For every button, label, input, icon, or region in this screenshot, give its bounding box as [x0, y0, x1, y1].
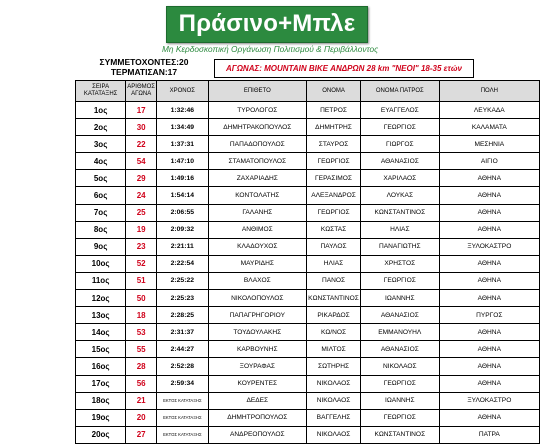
table-row: [76, 392, 540, 409]
cell-bib-number: 25: [126, 204, 157, 221]
table-row: [76, 136, 540, 153]
cell-rank: 10ος: [76, 255, 126, 272]
cell-rank: 9ος: [76, 238, 126, 255]
cell-rank: 5ος: [76, 170, 126, 187]
col-header-time: ΧΡΟΝΟΣ: [157, 81, 208, 102]
cell-city: ΑΘΗΝΑ: [439, 221, 539, 238]
cell-father-name: ΚΩΝΣΤΑΝΤΙΝΟΣ: [360, 204, 439, 221]
cell-time: ΕΚΤΟΣ ΚΑΤΑΤΑΞΗΣ: [157, 426, 208, 443]
cell-city: ΑΘΗΝΑ: [439, 290, 539, 307]
table-row: [76, 426, 540, 443]
cell-time: ΕΚΤΟΣ ΚΑΤΑΤΑΞΗΣ: [157, 392, 208, 409]
organization-logo: [162, 6, 379, 58]
table-row: [76, 409, 540, 426]
cell-surname: ΤΟΥΔΟΥΛΑΚΗΣ: [208, 324, 307, 341]
cell-time: 1:37:31: [157, 136, 208, 153]
cell-city: ΛΕΥΚΑΔΑ: [439, 102, 539, 119]
table-row: [76, 221, 540, 238]
cell-father-name: ΓΙΩΡΓΟΣ: [360, 136, 439, 153]
cell-city: ΞΥΛΟΚΑΣΤΡΟ: [439, 238, 539, 255]
cell-time: 2:22:54: [157, 255, 208, 272]
cell-city: ΑΘΗΝΑ: [439, 375, 539, 392]
table-header-row: [76, 81, 540, 102]
cell-time: 1:47:10: [157, 153, 208, 170]
cell-time: 1:54:14: [157, 187, 208, 204]
cell-city: ΑΘΗΝΑ: [439, 341, 539, 358]
table-row: [76, 272, 540, 289]
cell-first-name: ΝΙΚΟΛΑΟΣ: [307, 375, 361, 392]
cell-father-name: ΧΑΡΙΛΑΟΣ: [360, 170, 439, 187]
cell-surname: ΚΟΥΡΕΝΤΕΣ: [208, 375, 307, 392]
table-row: [76, 255, 540, 272]
cell-first-name: ΗΛΙΑΣ: [307, 255, 361, 272]
cell-first-name: ΜΙΛΤΟΣ: [307, 341, 361, 358]
cell-surname: ΤΥΡΟΛΟΓΟΣ: [208, 102, 307, 119]
cell-bib-number: 55: [126, 341, 157, 358]
cell-surname: ΝΙΚΟΛΟΠΟΥΛΟΣ: [208, 290, 307, 307]
cell-city: ΜΕΣΗΝΙΑ: [439, 136, 539, 153]
cell-surname: ΚΑΡΒΟΥΝΗΣ: [208, 341, 307, 358]
cell-rank: 12ος: [76, 290, 126, 307]
cell-time: 2:06:55: [157, 204, 208, 221]
cell-first-name: ΝΙΚΟΛΑΟΣ: [307, 426, 361, 443]
cell-time: 2:31:37: [157, 324, 208, 341]
cell-first-name: ΡΙΚΑΡΔΟΣ: [307, 307, 361, 324]
col-header-father-name: ΟΝΟΜΑ ΠΑΤΡΟΣ: [360, 81, 439, 102]
cell-father-name: ΑΘΑΝΑΣΙΟΣ: [360, 307, 439, 324]
cell-city: ΑΘΗΝΑ: [439, 272, 539, 289]
table-row: [76, 358, 540, 375]
cell-bib-number: 17: [126, 102, 157, 119]
race-stats: [76, 57, 212, 78]
cell-city: ΑΘΗΝΑ: [439, 255, 539, 272]
cell-surname: ΚΛΑΔΟΥΧΟΣ: [208, 238, 307, 255]
cell-city: ΠΥΡΓΟΣ: [439, 307, 539, 324]
cell-surname: ΔΗΜΗΤΡΟΠΟΥΛΟΣ: [208, 409, 307, 426]
table-row: [76, 238, 540, 255]
cell-father-name: ΑΘΑΝΑΣΙΟΣ: [360, 341, 439, 358]
cell-first-name: ΓΕΡΑΣΙΜΟΣ: [307, 170, 361, 187]
cell-father-name: ΙΩΑΝΝΗΣ: [360, 290, 439, 307]
cell-bib-number: 28: [126, 358, 157, 375]
table-row: [76, 119, 540, 136]
cell-bib-number: 21: [126, 392, 157, 409]
participants-count: ΣΥΜΜΕΤΟΧΟΝΤΕΣ:20: [99, 57, 189, 67]
results-table: [75, 80, 540, 444]
cell-father-name: ΑΘΑΝΑΣΙΟΣ: [360, 153, 439, 170]
cell-first-name: ΓΕΩΡΓΙΟΣ: [307, 153, 361, 170]
cell-surname: ΓΑΛΑΝΗΣ: [208, 204, 307, 221]
cell-time: 2:52:28: [157, 358, 208, 375]
cell-surname: ΠΑΠΑΓΡΗΓΟΡΙΟΥ: [208, 307, 307, 324]
cell-bib-number: 23: [126, 238, 157, 255]
cell-city: ΑΘΗΝΑ: [439, 324, 539, 341]
cell-first-name: ΣΤΑΥΡΟΣ: [307, 136, 361, 153]
cell-father-name: ΙΩΑΝΝΗΣ: [360, 392, 439, 409]
cell-first-name: ΠΕΤΡΟΣ: [307, 102, 361, 119]
table-row: [76, 341, 540, 358]
cell-time: 2:25:22: [157, 272, 208, 289]
table-row: [76, 187, 540, 204]
table-row: [76, 375, 540, 392]
cell-rank: 8ος: [76, 221, 126, 238]
cell-bib-number: 52: [126, 255, 157, 272]
cell-first-name: ΑΛΕΞΑΝΔΡΟΣ: [307, 187, 361, 204]
cell-bib-number: 30: [126, 119, 157, 136]
cell-first-name: ΓΕΩΡΓΙΟΣ: [307, 204, 361, 221]
cell-rank: 3ος: [76, 136, 126, 153]
cell-surname: ΞΟΥΡΑΦΑΣ: [208, 358, 307, 375]
cell-city: ΠΑΤΡΑ: [439, 426, 539, 443]
col-header-city: ΠΟΛΗ: [439, 81, 539, 102]
cell-father-name: ΚΩΝΣΤΑΝΤΙΝΟΣ: [360, 426, 439, 443]
cell-rank: 19ος: [76, 409, 126, 426]
cell-father-name: ΕΜΜΑΝΟΥΗΛ: [360, 324, 439, 341]
cell-first-name: ΒΑΓΓΕΛΗΣ: [307, 409, 361, 426]
cell-surname: ΔΗΜΗΤΡΑΚΟΠΟΥΛΟΣ: [208, 119, 307, 136]
cell-city: ΑΘΗΝΑ: [439, 204, 539, 221]
cell-father-name: ΓΕΩΡΓΙΟΣ: [360, 272, 439, 289]
cell-surname: ΣΤΑΜΑΤΟΠΟΥΛΟΣ: [208, 153, 307, 170]
cell-bib-number: 50: [126, 290, 157, 307]
cell-surname: ΖΑΧΑΡΙΑΔΗΣ: [208, 170, 307, 187]
finishers-count: ΤΕΡΜΑΤΙΣΑΝ:17: [110, 67, 178, 77]
cell-first-name: ΣΩΤΗΡΗΣ: [307, 358, 361, 375]
logo-subtitle: Μη Κερδοσκοπική Οργάνωση Πολιτισμού & Περιβάλλοντος: [162, 44, 379, 54]
cell-first-name: ΔΗΜΗΤΡΗΣ: [307, 119, 361, 136]
cell-time: 2:21:11: [157, 238, 208, 255]
cell-first-name: ΚΩΣΤΑΣ: [307, 221, 361, 238]
cell-rank: 1ος: [76, 102, 126, 119]
cell-bib-number: 54: [126, 153, 157, 170]
cell-rank: 2ος: [76, 119, 126, 136]
cell-bib-number: 22: [126, 136, 157, 153]
table-row: [76, 307, 540, 324]
cell-rank: 17ος: [76, 375, 126, 392]
cell-rank: 7ος: [76, 204, 126, 221]
cell-city: ΞΥΛΟΚΑΣΤΡΟ: [439, 392, 539, 409]
cell-first-name: ΠΑΝΟΣ: [307, 272, 361, 289]
cell-rank: 4ος: [76, 153, 126, 170]
cell-father-name: ΠΑΝΑΓΙΩΤΗΣ: [360, 238, 439, 255]
cell-city: ΑΘΗΝΑ: [439, 187, 539, 204]
cell-first-name: ΠΑΥΛΟΣ: [307, 238, 361, 255]
cell-city: ΑΙΓΙΟ: [439, 153, 539, 170]
cell-city: ΑΘΗΝΑ: [439, 170, 539, 187]
table-row: [76, 153, 540, 170]
cell-time: 1:34:49: [157, 119, 208, 136]
cell-first-name: ΝΙΚΟΛΑΟΣ: [307, 392, 361, 409]
cell-first-name: ΚΩΝΣΤΑΝΤΙΝΟΣ: [307, 290, 361, 307]
cell-bib-number: 27: [126, 426, 157, 443]
col-header-first-name: ΟΝΟΜΑ: [307, 81, 361, 102]
cell-father-name: ΧΡΗΣΤΟΣ: [360, 255, 439, 272]
cell-bib-number: 18: [126, 307, 157, 324]
race-title: ΑΓΩΝΑΣ: MOUNTAIN BIKE ΑΝΔΡΩΝ 28 km "ΝΕΟΙ" 18-35 ετών: [214, 59, 474, 78]
cell-city: ΑΘΗΝΑ: [439, 358, 539, 375]
cell-first-name: ΚΩ/ΝΟΣ: [307, 324, 361, 341]
cell-time: 1:49:16: [157, 170, 208, 187]
cell-bib-number: 20: [126, 409, 157, 426]
cell-father-name: ΕΥΑΓΓΕΛΟΣ: [360, 102, 439, 119]
cell-rank: 18ος: [76, 392, 126, 409]
cell-rank: 20ος: [76, 426, 126, 443]
cell-surname: ΑΝΔΡΕΟΠΟΥΛΟΣ: [208, 426, 307, 443]
cell-time: 2:44:27: [157, 341, 208, 358]
cell-father-name: ΝΙΚΟΛΑΟΣ: [360, 358, 439, 375]
col-header-surname: ΕΠΙΘΕΤΟ: [208, 81, 307, 102]
table-row: [76, 290, 540, 307]
cell-city: ΚΑΛΑΜΑΤΑ: [439, 119, 539, 136]
cell-bib-number: 24: [126, 187, 157, 204]
cell-time: 2:09:32: [157, 221, 208, 238]
results-body: [76, 102, 540, 444]
cell-rank: 15ος: [76, 341, 126, 358]
cell-bib-number: 53: [126, 324, 157, 341]
logo-badge: [166, 6, 368, 43]
cell-surname: ΚΟΝΤΟΛΑΤΗΣ: [208, 187, 307, 204]
cell-rank: 11ος: [76, 272, 126, 289]
table-row: [76, 102, 540, 119]
logo-name: Πράσινο+Μπλε: [178, 10, 356, 37]
table-row: [76, 170, 540, 187]
cell-bib-number: 19: [126, 221, 157, 238]
cell-bib-number: 51: [126, 272, 157, 289]
cell-city: ΑΘΗΝΑ: [439, 409, 539, 426]
cell-father-name: ΗΛΙΑΣ: [360, 221, 439, 238]
cell-time: 2:25:23: [157, 290, 208, 307]
cell-bib-number: 29: [126, 170, 157, 187]
cell-father-name: ΓΕΩΡΓΙΟΣ: [360, 375, 439, 392]
cell-rank: 6ος: [76, 187, 126, 204]
table-row: [76, 204, 540, 221]
cell-father-name: ΓΕΩΡΓΙΟΣ: [360, 409, 439, 426]
cell-time: ΕΚΤΟΣ ΚΑΤΑΤΑΞΗΣ: [157, 409, 208, 426]
cell-time: 2:59:34: [157, 375, 208, 392]
cell-father-name: ΓΕΩΡΓΙΟΣ: [360, 119, 439, 136]
table-row: [76, 324, 540, 341]
col-header-bib: ΑΡΙΘΜΟΣ ΑΓΩΝΑ: [126, 81, 157, 102]
cell-surname: ΜΑΥΡΙΔΗΣ: [208, 255, 307, 272]
cell-time: 2:28:25: [157, 307, 208, 324]
cell-surname: ΑΝΘΙΜΟΣ: [208, 221, 307, 238]
cell-bib-number: 56: [126, 375, 157, 392]
col-header-rank: ΣΕΙΡΑ ΚΑΤΑΤΑΞΗΣ: [76, 81, 126, 102]
cell-rank: 16ος: [76, 358, 126, 375]
cell-father-name: ΛΟΥΚΑΣ: [360, 187, 439, 204]
cell-time: 1:32:46: [157, 102, 208, 119]
cell-rank: 14ος: [76, 324, 126, 341]
cell-surname: ΠΑΠΑΔΟΠΟΥΛΟΣ: [208, 136, 307, 153]
cell-surname: ΒΛΑΧΟΣ: [208, 272, 307, 289]
cell-surname: ΔΕΔΕΣ: [208, 392, 307, 409]
cell-rank: 13ος: [76, 307, 126, 324]
